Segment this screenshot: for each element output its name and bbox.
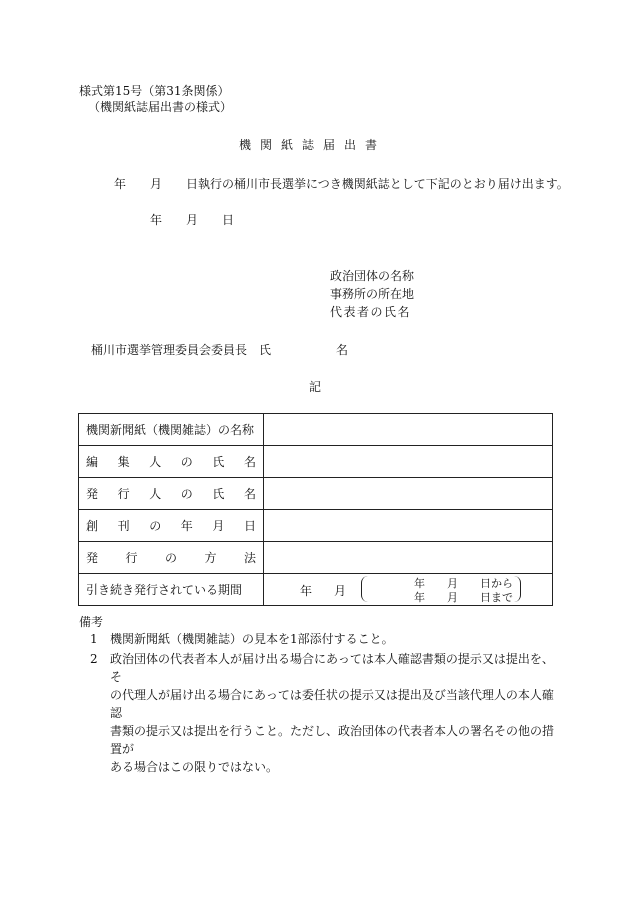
label-char: 発 [86, 551, 99, 565]
label-char: 名 [243, 487, 256, 501]
label-char: 編 [86, 455, 99, 469]
row-label-method [86, 549, 256, 566]
label-char: の [180, 455, 193, 469]
date-year: 年 [150, 213, 163, 227]
remark-number: 1 [90, 632, 98, 646]
remark-line: 書類の提示又は提出を行うこと。ただし、政治団体の代表者本人の署名その他の措置が [110, 724, 555, 756]
label-char: 刊 [117, 519, 130, 533]
remark-line: ある場合はこの限りではない。 [110, 760, 279, 774]
remarks-heading: 備考 [79, 615, 104, 629]
intro-year: 年 [114, 177, 127, 191]
ki-heading: 記 [309, 380, 322, 394]
row-label-publisher [86, 485, 256, 502]
row-value-period[interactable] [264, 574, 553, 606]
remark-item-1 [90, 630, 564, 648]
row-label-period: 引き続き発行されている期間 [79, 574, 264, 606]
remark-line: 政治団体の代表者本人が届け出る場合にあっては本人確認書類の提示又は提出を、そ [110, 652, 554, 684]
intro-month: 月 [150, 177, 163, 191]
label-char: 人 [149, 487, 162, 501]
form-subtitle: （機関紙誌届出書の様式） [88, 100, 233, 114]
row-label-editor [86, 453, 256, 470]
label-char: 創 [86, 519, 99, 533]
label-char: 行 [125, 551, 138, 565]
remark-item-2 [90, 650, 564, 776]
row-value-editor[interactable] [264, 446, 553, 478]
label-char: 方 [204, 551, 217, 565]
table-row [79, 510, 553, 542]
addressee: 桶川市選挙管理委員会委員長 氏 [91, 343, 272, 357]
row-label-founded [86, 517, 256, 534]
document-title: 機関紙誌届出書 [239, 138, 387, 152]
table-row [79, 478, 553, 510]
label-char: 名 [243, 455, 256, 469]
label-char: 氏 [212, 455, 225, 469]
table-row [79, 542, 553, 574]
label-char: の [180, 487, 193, 501]
addressee-name-suffix: 名 [336, 343, 349, 357]
period-month: 月 [334, 584, 347, 598]
label-char: 発 [86, 487, 99, 501]
intro-text: 日執行の桶川市長選挙につき機関紙誌として下記のとおり届け出ます。 [186, 177, 569, 191]
date-day: 日 [222, 213, 235, 227]
period-year: 年 [300, 584, 313, 598]
representative-label: 代表者の氏名 [330, 305, 412, 319]
label-char: 法 [243, 551, 256, 565]
label-char: 人 [149, 455, 162, 469]
details-table [78, 413, 553, 606]
label-char: 月 [212, 519, 225, 533]
label-char: の [149, 519, 162, 533]
remark-text: 機関新聞紙（機関雑誌）の見本を1部添付すること。 [110, 632, 394, 646]
row-value-method[interactable] [264, 542, 553, 574]
table-row [79, 574, 553, 606]
date-month: 月 [186, 213, 199, 227]
label-char: 行 [117, 487, 130, 501]
table-row [79, 414, 553, 446]
row-value-name[interactable] [264, 414, 553, 446]
remark-line: の代理人が届け出る場合にあっては委任状の提示又は提出及び当該代理人の本人確認 [110, 688, 554, 720]
label-char: 氏 [212, 487, 225, 501]
table-row [79, 446, 553, 478]
remark-number: 2 [90, 652, 98, 666]
label-char: の [164, 551, 177, 565]
row-value-publisher[interactable] [264, 478, 553, 510]
form-number: 様式第15号（第31条関係） [79, 84, 230, 98]
org-name-label: 政治団体の名称 [330, 269, 415, 283]
period-from: 年 月 日から [414, 577, 513, 590]
label-char: 日 [243, 519, 256, 533]
label-char: 年 [180, 519, 193, 533]
label-char: 集 [117, 455, 130, 469]
period-to: 年 月 日まで [414, 591, 513, 604]
row-label-name: 機関新聞紙（機関雑誌）の名称 [79, 414, 264, 446]
office-label: 事務所の所在地 [330, 287, 415, 301]
row-value-founded[interactable] [264, 510, 553, 542]
